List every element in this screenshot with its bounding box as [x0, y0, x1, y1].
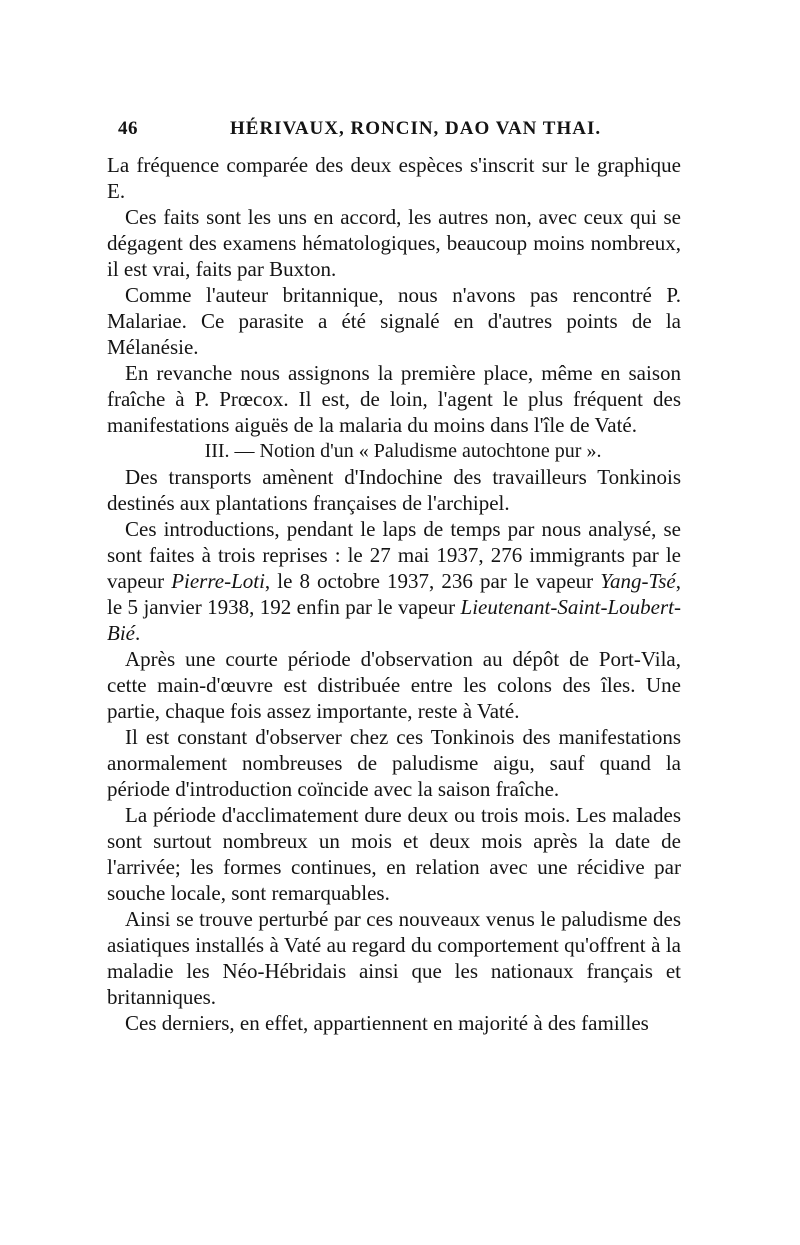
paragraph: La fréquence comparée des deux espèces s'inscrit sur le graphique E. — [107, 153, 681, 203]
page-number: 46 — [118, 118, 138, 139]
ship-name: Yang-Tsé — [600, 569, 676, 593]
body-text — [107, 152, 681, 1036]
text-span: , le 8 octobre 1937, 236 par le vapeur — [264, 569, 601, 593]
paragraph-introductions — [107, 516, 681, 646]
paragraph: Ainsi se trouve perturbé par ces nouveaux venus le paludisme des asiatiques installés à Vaté au regard du comportement qu'offrent à la maladie les Néo-Hébridais ainsi que les nationaux français et britanniques. — [107, 907, 681, 1009]
paragraph: La période d'acclimatement dure deux ou trois mois. Les malades sont surtout nombreux un mois et deux mois après la date de l'arrivée; les formes continues, en relation avec une récidive par souche locale, sont remarquables. — [107, 803, 681, 905]
paragraph: Après une courte période d'observation au dépôt de Port-Vila, cette main-d'œuvre est distribuée entre les colons des îles. Une partie, chaque fois assez importante, reste à Vaté. — [107, 647, 681, 723]
ship-name: Pierre-Loti — [171, 569, 265, 593]
paragraph: Ces derniers, en effet, appartiennent en majorité à des familles — [125, 1011, 649, 1035]
paragraph: Il est constant d'observer chez ces Tonkinois des manifestations anormalement nombreuses de paludisme aigu, sauf quand la période d'introduction coïncide avec la saison fraîche. — [107, 725, 681, 801]
text-span: . — [134, 621, 141, 645]
running-title: HÉRIVAUX, RONCIN, DAO VAN THAI. — [230, 118, 602, 139]
section-heading: III. — Notion d'un « Paludisme autochtone pur ». — [204, 440, 602, 462]
paragraph: En revanche nous assignons la première place, même en saison fraîche à P. Prœcox. Il est, de loin, l'agent le plus fréquent des manifestations aiguës de la malaria du moins dans l'île de Vaté. — [107, 361, 681, 437]
paragraph: Comme l'auteur britannique, nous n'avons pas rencontré P. Malariae. Ce parasite a été signalé en d'autres points de la Mélanésie. — [107, 283, 681, 359]
paragraph: Ces faits sont les uns en accord, les autres non, avec ceux qui se dégagent des examens hématologiques, beaucoup moins nombreux, il est vrai, faits par Buxton. — [107, 205, 681, 281]
ship-name: Lieutenant-Saint-Loubert-Bié — [107, 595, 681, 645]
text-span: Ces introductions, pendant le laps de temps par nous analysé, se sont faites à trois reprises : le 27 mai 1937, 276 immigrants par le vapeur — [107, 517, 681, 593]
text-span: , le 5 janvier 1938, 192 enfin par le vapeur — [107, 569, 681, 619]
paragraph: Des transports amènent d'Indochine des travailleurs Tonkinois destinés aux plantations françaises de l'archipel. — [107, 465, 681, 515]
